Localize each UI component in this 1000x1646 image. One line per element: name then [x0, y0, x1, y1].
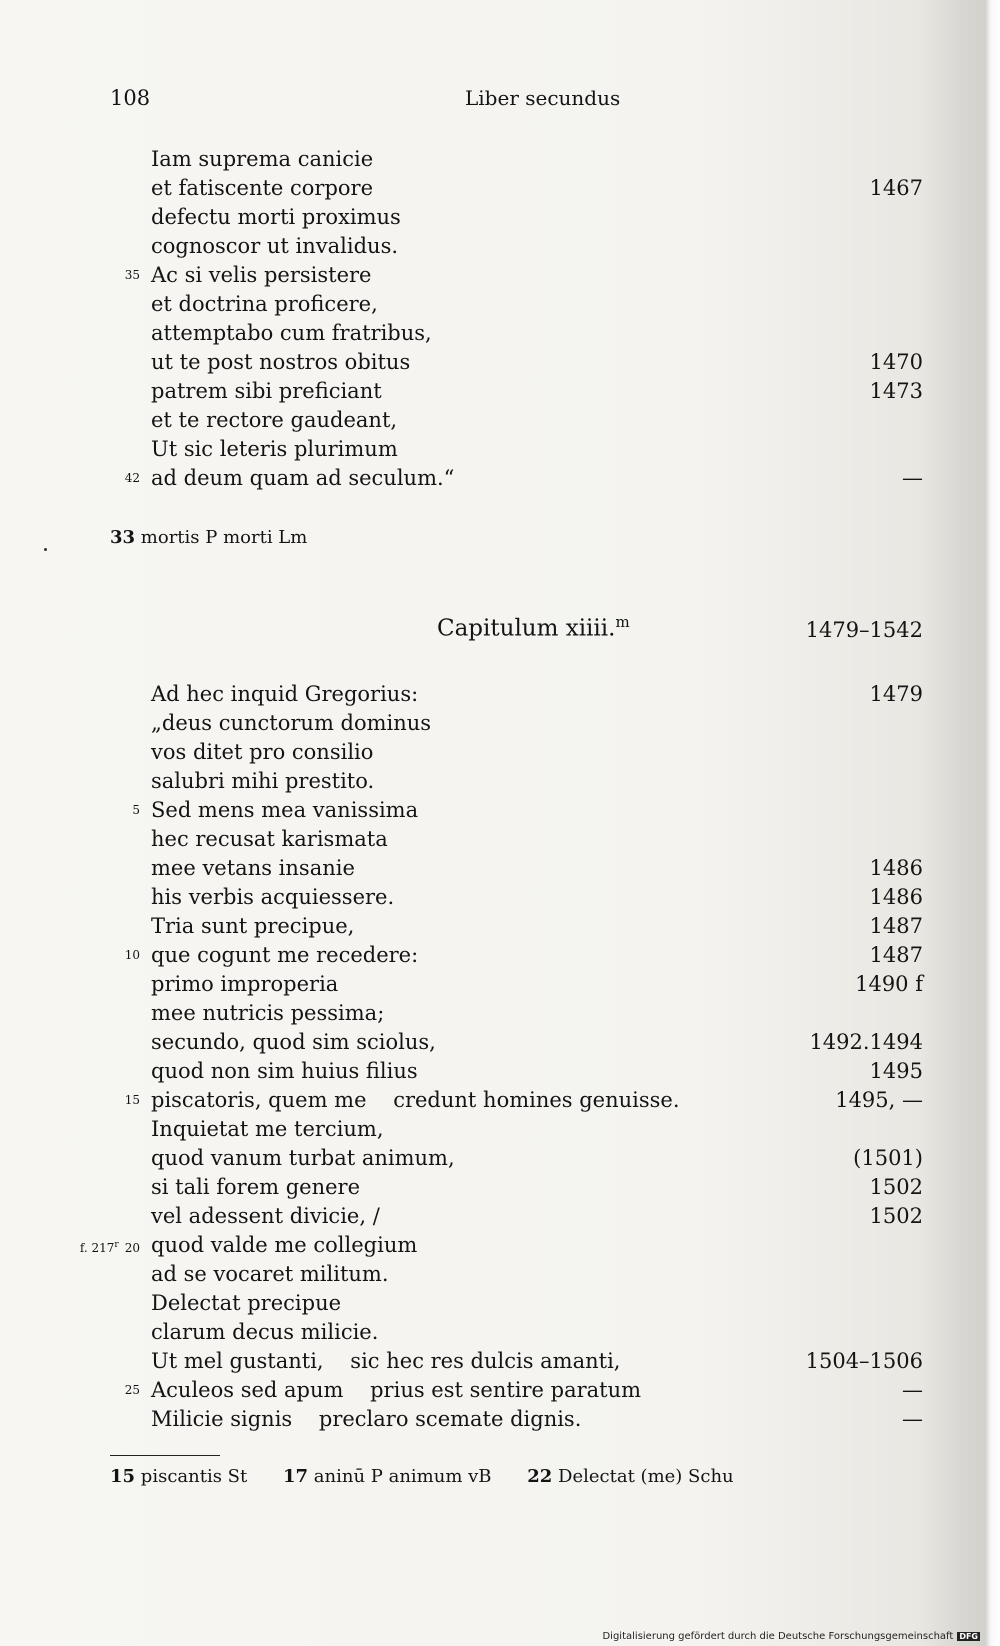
apparatus-text: mortis P morti Lm	[140, 527, 308, 548]
verse-line	[0, 680, 1000, 709]
verse-reference: 1504–1506	[805, 1349, 923, 1373]
chapter-title: Capitulum xiiii.	[437, 615, 616, 642]
verse-line	[0, 912, 1000, 941]
apparatus-text: aninū P animum vB	[313, 1466, 492, 1487]
verse-text: Ad hec inquid Gregorius:	[151, 682, 419, 706]
apparatus-line-number: 22	[527, 1466, 553, 1487]
verse-text: vel adessent divicie, /	[151, 1204, 380, 1228]
verse-text: his verbis acquiessere.	[151, 885, 395, 909]
chapter-reference: 1479–1542	[805, 618, 923, 642]
verse-reference: —	[902, 1378, 923, 1402]
line-number: 25	[124, 1383, 140, 1397]
apparatus-rule	[110, 1455, 220, 1456]
verse-line	[0, 1115, 1000, 1144]
verse-text: et fatiscente corpore	[151, 176, 374, 200]
line-number: f. 217$^r$ 20	[79, 1240, 140, 1255]
verse-reference: (1501)	[853, 1146, 923, 1170]
folio-marker: f. 217$^r$	[79, 1240, 119, 1255]
verse-reference: 1470	[869, 350, 923, 374]
verse-text: si tali forem genere	[151, 1175, 360, 1199]
verse-line	[0, 203, 1000, 232]
apparatus-note-2	[110, 1466, 734, 1487]
verse-reference: 1479	[869, 682, 923, 706]
line-number: 5	[132, 803, 140, 817]
verse-text: vos ditet pro consilio	[151, 740, 374, 764]
verse-text: Sed mens mea vanissima	[151, 798, 419, 822]
verse-line	[0, 1231, 1000, 1260]
verse-text: patrem sibi preficiant	[151, 379, 382, 403]
verse-text: salubri mihi prestito.	[151, 769, 375, 793]
verse-text: attemptabo cum fratribus,	[151, 321, 432, 345]
verse-text: quod vanum turbat animum,	[151, 1146, 455, 1170]
verse-line	[0, 232, 1000, 261]
verse-reference: 1490 f	[855, 972, 923, 996]
dfg-logo: DFG	[959, 1631, 978, 1641]
verse-reference: 1495	[869, 1059, 923, 1083]
apparatus-text: Delectat (me) Schu	[558, 1466, 734, 1487]
verse-line	[0, 377, 1000, 406]
verse-line	[0, 290, 1000, 319]
verse-line	[0, 464, 1000, 493]
verse-reference: 1467	[869, 176, 923, 200]
apparatus-line-number: 33	[110, 527, 136, 548]
verse-text: ad se vocaret militum.	[151, 1262, 389, 1286]
verse-text: Inquietat me tercium,	[151, 1117, 384, 1141]
verse-line	[0, 1202, 1000, 1231]
stray-mark	[44, 548, 47, 551]
running-head: Liber secundus	[465, 86, 621, 110]
verse-reference: 1486	[869, 856, 923, 880]
verse-reference: 1487	[869, 943, 923, 967]
verse-text: quod valde me collegium	[151, 1233, 418, 1257]
verse-line	[0, 709, 1000, 738]
verse-line	[0, 406, 1000, 435]
verse-reference: 1487	[869, 914, 923, 938]
verse-line	[0, 796, 1000, 825]
verse-line	[0, 1318, 1000, 1347]
verse-line	[0, 174, 1000, 203]
verse-text: et te rectore gaudeant,	[151, 408, 398, 432]
chapter-heading	[437, 613, 630, 642]
apparatus-note-1	[110, 527, 307, 548]
verse-text: Ut mel gustanti, sic hec res dulcis amanti,	[151, 1349, 621, 1373]
verse-text: ad deum quam ad seculum.“	[151, 466, 455, 490]
line-number: 35	[124, 268, 140, 282]
verse-line	[0, 1289, 1000, 1318]
verse-reference: —	[902, 466, 923, 490]
page-number: 108	[110, 86, 151, 110]
line-number: 15	[124, 1093, 140, 1107]
verse-line	[0, 1405, 1000, 1434]
verse-text: Ut sic leteris plurimum	[151, 437, 398, 461]
verse-line	[0, 1173, 1000, 1202]
verse-line	[0, 999, 1000, 1028]
verse-line	[0, 767, 1000, 796]
verse-text: Iam suprema canicie	[151, 147, 374, 171]
verse-text: cognoscor ut invalidus.	[151, 234, 399, 258]
verse-line	[0, 145, 1000, 174]
line-number: 42	[124, 471, 140, 485]
verse-text: Delectat precipue	[151, 1291, 342, 1315]
verse-text: Ac si velis persistere	[151, 263, 372, 287]
verse-text: mee nutricis pessima;	[151, 1001, 385, 1025]
verse-line	[0, 319, 1000, 348]
apparatus-text: piscantis St	[140, 1466, 248, 1487]
verse-line	[0, 1057, 1000, 1086]
verse-line	[0, 825, 1000, 854]
verse-text: et doctrina proficere,	[151, 292, 378, 316]
credit-text: Digitalisierung gefördert durch die Deutsche Forschungsgemeinschaft	[602, 1631, 954, 1642]
apparatus-line-number: 17	[282, 1466, 309, 1487]
verse-text: ut te post nostros obitus	[151, 350, 411, 374]
digitization-credit	[600, 1631, 980, 1642]
verse-line	[0, 1086, 1000, 1115]
verse-reference: 1495, —	[835, 1088, 923, 1112]
verse-reference: —	[902, 1407, 923, 1431]
verse-line	[0, 738, 1000, 767]
verse-reference: 1502	[869, 1175, 923, 1199]
verse-line	[0, 261, 1000, 290]
chapter-footnote-mark: m	[615, 613, 630, 631]
apparatus-line-number: 15	[110, 1466, 136, 1487]
verse-line	[0, 1144, 1000, 1173]
verse-line	[0, 883, 1000, 912]
verse-line	[0, 854, 1000, 883]
verse-line	[0, 1260, 1000, 1289]
verse-reference: 1502	[869, 1204, 923, 1228]
verse-reference: 1473	[869, 379, 923, 403]
verse-text: quod non sim huius filius	[151, 1059, 418, 1083]
verse-line	[0, 1376, 1000, 1405]
verse-text: hec recusat karismata	[151, 827, 388, 851]
verse-text: mee vetans insanie	[151, 856, 355, 880]
verse-line	[0, 970, 1000, 999]
verse-reference: 1486	[869, 885, 923, 909]
verse-text: secundo, quod sim sciolus,	[151, 1030, 436, 1054]
verse-text: clarum decus milicie.	[151, 1320, 379, 1344]
verse-text: que cogunt me recedere:	[151, 943, 419, 967]
verse-line	[0, 435, 1000, 464]
verse-text: Milicie signis preclaro scemate dignis.	[151, 1407, 582, 1431]
verse-text: Tria sunt precipue,	[151, 914, 355, 938]
verse-text: primo improperia	[151, 972, 339, 996]
verse-reference: 1492.1494	[809, 1030, 923, 1054]
line-number: 10	[124, 948, 140, 962]
verse-line	[0, 1028, 1000, 1057]
verse-text: defectu morti proximus	[151, 205, 401, 229]
verse-text: Aculeos sed apum prius est sentire paratum	[151, 1378, 642, 1402]
verse-line	[0, 1347, 1000, 1376]
verse-text: „deus cunctorum dominus	[151, 711, 432, 735]
verse-line	[0, 348, 1000, 377]
verse-text: piscatoris, quem me credunt homines genuisse.	[151, 1088, 680, 1112]
verse-line	[0, 941, 1000, 970]
